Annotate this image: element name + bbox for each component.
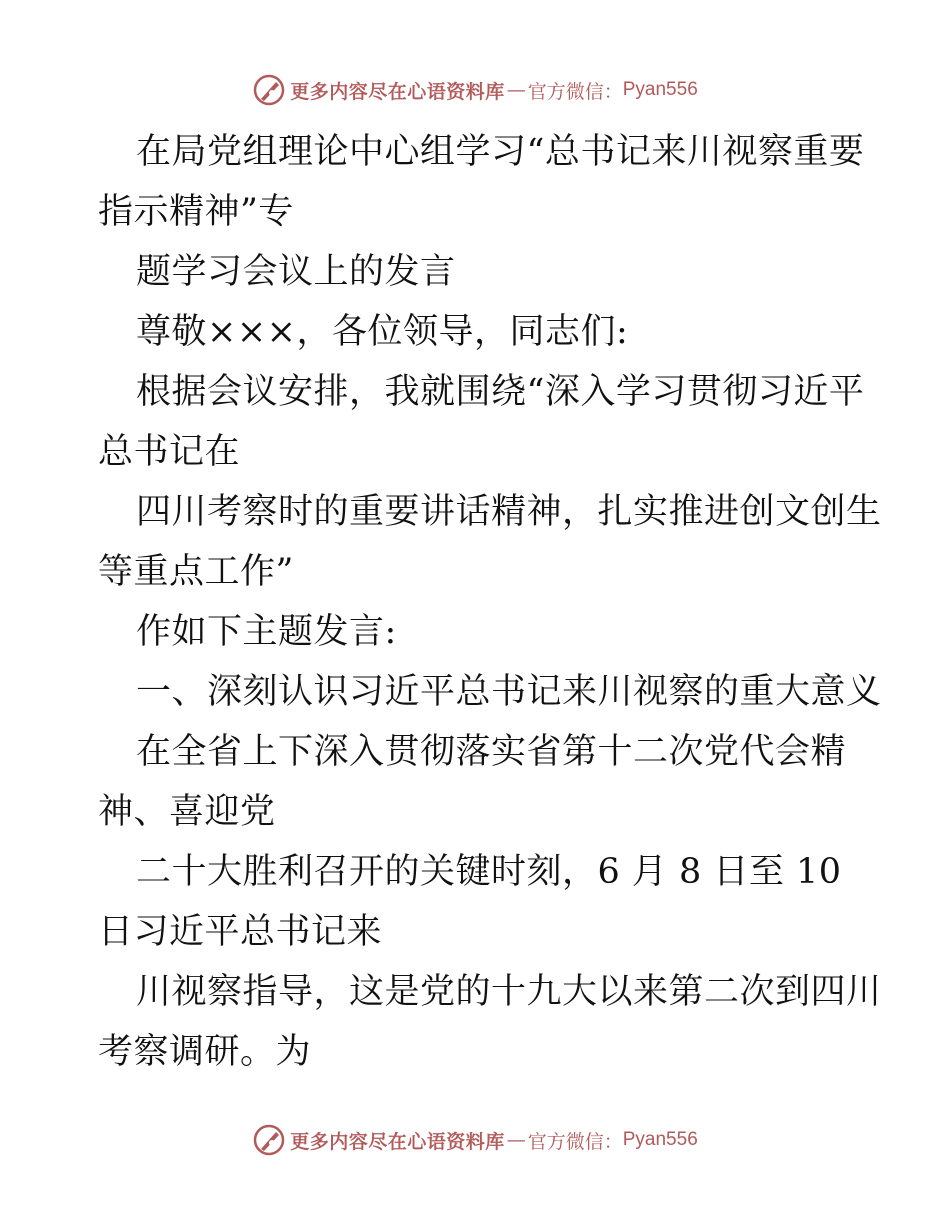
document-body	[98, 122, 882, 1082]
text-line: 尊敬×××，各位领导，同志们:	[136, 312, 629, 352]
banner-wechat-label: 官方微信：	[527, 80, 623, 103]
section-heading: 一、深刻认识习近平总书记来川视察的重大意义	[136, 672, 882, 712]
text-line: 川视察指导，这是党的十九大以来第二次到四川	[136, 972, 882, 1012]
text-line: 神、喜迎党	[98, 792, 276, 832]
banner-wechat-id: Pyan556	[622, 1129, 698, 1150]
text-line: 指示精神”专	[98, 192, 294, 232]
text-line: 总书记在	[98, 432, 241, 472]
text-line: 在全省上下深入贯彻落实省第十二次党代会精	[136, 732, 847, 772]
text-line: 考察调研。为	[98, 1032, 312, 1072]
banner-wechat-label: 官方微信：	[527, 1130, 623, 1153]
banner-separator: —	[506, 79, 526, 101]
banner-site-name: 更多内容尽在心语资料库	[290, 1130, 505, 1153]
text-line: 在局党组理论中心组学习“总书记来川视察重要	[136, 132, 865, 172]
text-line: 二十大胜利召开的关键时刻，6 月 8 日至 10	[136, 852, 842, 892]
text-line: 作如下主题发言:	[136, 612, 397, 652]
header-banner	[0, 70, 950, 110]
text-line: 四川考察时的重要讲话精神，扎实推进创文创生	[136, 492, 882, 532]
banner-site-name: 更多内容尽在心语资料库	[290, 80, 505, 103]
banner-separator: —	[506, 1129, 526, 1151]
footer-banner	[0, 1120, 950, 1160]
banner-wechat-id: Pyan556	[622, 79, 698, 100]
text-line: 根据会议安排，我就围绕“深入学习贯彻习近平	[136, 372, 865, 412]
text-line: 日习近平总书记来	[98, 912, 383, 952]
logo-pen-icon	[252, 1123, 286, 1157]
text-line: 等重点工作”	[98, 552, 294, 592]
text-line: 题学习会议上的发言	[136, 252, 456, 292]
logo-pen-icon	[252, 73, 286, 107]
